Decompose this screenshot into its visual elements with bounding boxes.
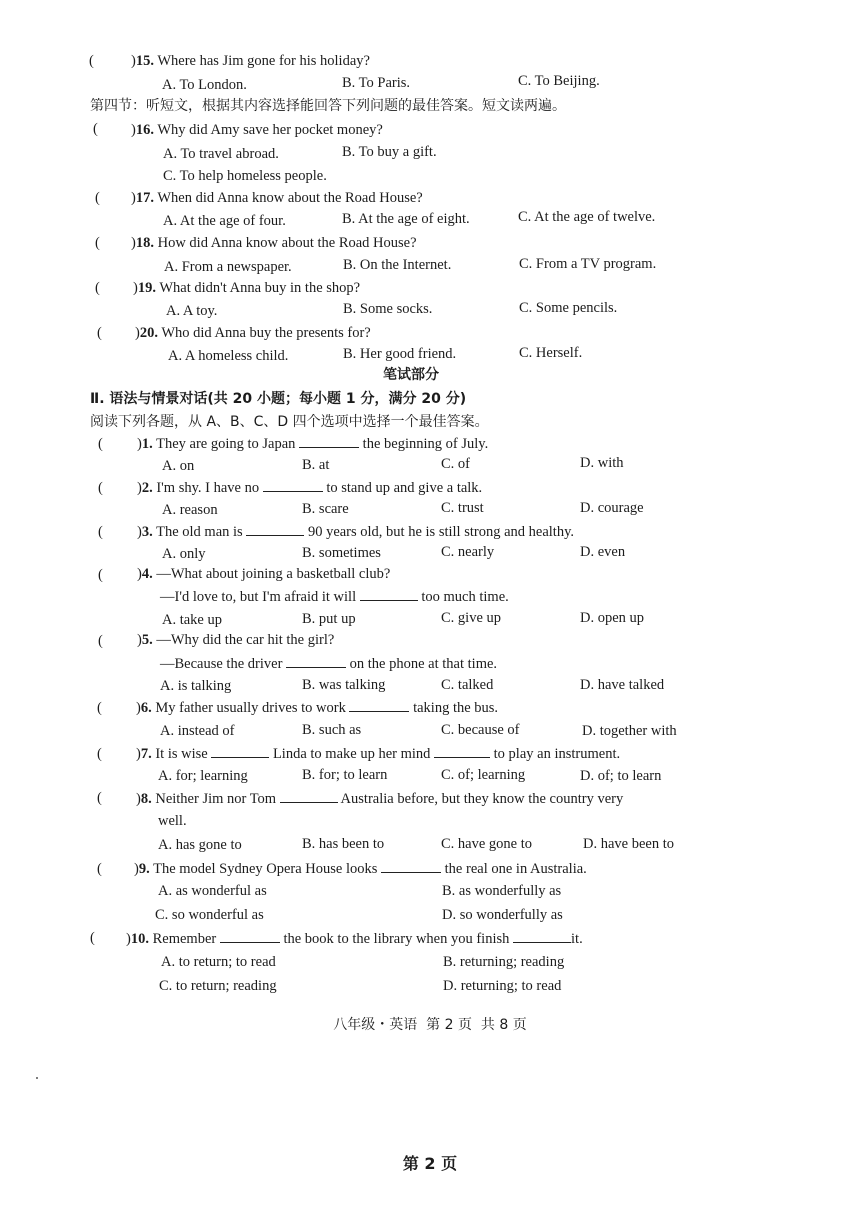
paren-close: )	[137, 480, 142, 496]
option-d: D. even	[580, 544, 626, 560]
stem-post: it.	[571, 931, 583, 947]
option-a: A. From a newspaper.	[164, 259, 292, 275]
written-part-title: 笔试部分	[383, 367, 439, 383]
option-d: D. have been to	[583, 836, 674, 852]
question-number: 19.	[137, 280, 156, 296]
stem-post: Australia before, but they know the country very	[340, 791, 624, 807]
question-stem	[135, 324, 371, 342]
answer-blank	[246, 522, 304, 536]
option-d: D. returning; to read	[443, 978, 562, 994]
option-c: C. nearly	[441, 544, 495, 560]
option-c: C. Herself.	[519, 345, 583, 361]
stem-text: Who did Anna buy the presents for?	[161, 325, 371, 341]
stem-pre: It is wise	[155, 746, 208, 762]
question-stem	[131, 52, 370, 70]
stem-post: to stand up and give a talk.	[326, 480, 483, 496]
stem-pre: Remember	[152, 931, 217, 947]
stem-post: taking the bus.	[413, 700, 499, 716]
answer-paren-open[interactable]: (	[98, 633, 103, 649]
option-a: A. only	[162, 546, 206, 562]
stem-pre: My father usually drives to work	[155, 700, 346, 716]
option-a: A. To London.	[162, 77, 247, 93]
answer-blank-2	[434, 744, 490, 758]
question-number: 5.	[141, 632, 153, 648]
stem-post: to play an instrument.	[493, 746, 621, 762]
paren-close: )	[136, 746, 141, 762]
question-number: 9.	[138, 861, 150, 877]
option-b: B. as wonderfully as	[442, 883, 562, 899]
paren-close: )	[137, 566, 142, 582]
option-a: A. instead of	[160, 723, 235, 739]
question-stem	[131, 234, 417, 252]
stem-post: 90 years old, but he is still strong and healthy.	[307, 524, 574, 540]
question-stem	[136, 744, 620, 763]
answer-blank	[286, 654, 346, 668]
stem-post: on the phone at that time.	[349, 656, 498, 672]
question-stem	[133, 279, 360, 297]
option-b: B. To buy a gift.	[342, 144, 437, 160]
paren-close: )	[133, 280, 138, 296]
stem-text: —Why did the car hit the girl?	[156, 632, 335, 648]
option-a: A. to return; to read	[161, 954, 276, 970]
answer-blank	[299, 434, 359, 448]
question-stem	[137, 631, 334, 649]
answer-paren-open[interactable]: (	[98, 524, 103, 540]
answer-paren-open[interactable]: (	[97, 325, 102, 341]
stem-pre: Neither Jim nor Tom	[155, 791, 277, 807]
option-b: B. Some socks.	[343, 301, 433, 317]
option-c: C. give up	[441, 610, 502, 626]
stem-pre: —Because the driver	[160, 656, 283, 672]
answer-paren-open[interactable]: (	[98, 480, 103, 496]
option-b: B. returning; reading	[443, 954, 565, 970]
question-stem	[136, 698, 498, 717]
option-c: C. because of	[441, 722, 520, 738]
question-number: 6.	[140, 700, 152, 716]
option-a: A. To travel abroad.	[163, 146, 279, 162]
paren-close: )	[134, 861, 139, 877]
question-number: 16.	[135, 122, 154, 138]
answer-paren-open[interactable]: (	[95, 280, 100, 296]
option-a: A. take up	[162, 612, 222, 628]
question-number: 1.	[141, 436, 153, 452]
question-stem-line2	[160, 654, 497, 673]
option-b: B. such as	[302, 722, 362, 738]
option-d: D. so wonderfully as	[442, 907, 563, 923]
option-d: D. open up	[580, 610, 645, 626]
question-stem	[137, 522, 574, 541]
option-c: C. From a TV program.	[519, 256, 657, 272]
paren-close: )	[136, 700, 141, 716]
option-b: B. Her good friend.	[343, 346, 457, 362]
answer-blank-1	[211, 744, 269, 758]
option-b: B. was talking	[302, 677, 386, 693]
stem-post: the beginning of July.	[362, 436, 489, 452]
question-stem	[131, 121, 383, 139]
answer-paren-open[interactable]: (	[90, 930, 95, 946]
option-a: A. has gone to	[158, 837, 242, 853]
option-c: C. At the age of twelve.	[518, 209, 656, 225]
option-b: B. for; to learn	[302, 767, 388, 783]
option-a: A. A homeless child.	[168, 348, 289, 364]
option-b: B. put up	[302, 611, 356, 627]
paren-close: )	[126, 931, 131, 947]
stem-pre: The old man is	[156, 524, 243, 540]
answer-paren-open[interactable]: (	[98, 436, 103, 452]
answer-paren-open[interactable]: (	[95, 235, 100, 251]
option-c: C. Some pencils.	[519, 300, 618, 316]
option-a: A. as wonderful as	[158, 883, 267, 899]
option-d: D. with	[580, 455, 624, 471]
option-a: A. for; learning	[158, 768, 248, 784]
stem-pre: They are going to Japan	[156, 436, 296, 452]
answer-blank	[381, 859, 441, 873]
answer-blank	[263, 478, 323, 492]
answer-paren-open[interactable]: (	[97, 746, 102, 762]
answer-paren-open[interactable]: (	[89, 53, 94, 69]
option-b: B. has been to	[302, 836, 385, 852]
paren-close: )	[137, 436, 142, 452]
option-b: B. To Paris.	[342, 75, 411, 91]
question-stem-cont: well.	[158, 813, 187, 829]
question-stem	[137, 478, 482, 497]
question-stem	[136, 789, 623, 808]
page-footer-outer: 第 2 页	[402, 1154, 458, 1173]
answer-blank	[360, 587, 418, 601]
option-c: C. to return; reading	[159, 978, 277, 994]
option-c: C. have gone to	[441, 836, 533, 852]
section2-instruction: 阅读下列各题，从 A、B、C、D 四个选项中选择一个最佳答案。	[90, 414, 489, 430]
option-d: D. together with	[582, 723, 677, 739]
stem-pre: —I'd love to, but I'm afraid it will	[160, 589, 357, 605]
question-number: 3.	[141, 524, 153, 540]
question-number: 8.	[140, 791, 152, 807]
stem-text: —What about joining a basketball club?	[156, 566, 391, 582]
question-stem	[126, 929, 583, 948]
option-c: C. trust	[441, 500, 484, 516]
stem-mid: the book to the library when you finish	[283, 931, 510, 947]
paren-close: )	[136, 791, 141, 807]
scan-speck	[36, 1077, 38, 1079]
answer-paren-open[interactable]: (	[97, 700, 102, 716]
option-d: D. have talked	[580, 677, 665, 693]
answer-paren-open[interactable]: (	[93, 121, 98, 137]
question-number: 4.	[141, 566, 153, 582]
paren-close: )	[135, 325, 140, 341]
option-a: A. At the age of four.	[163, 213, 286, 229]
question-number: 10.	[130, 931, 149, 947]
stem-text: When did Anna know about the Road House?	[157, 190, 423, 206]
question-stem-line2	[160, 587, 509, 606]
stem-text: Why did Amy save her pocket money?	[157, 122, 383, 138]
option-b: B. At the age of eight.	[342, 211, 470, 227]
question-number: 18.	[135, 235, 154, 251]
option-c: C. of; learning	[441, 767, 526, 783]
section2-heading: Ⅱ. 语法与情景对话(共 20 小题；每小题 1 分，满分 20 分)	[90, 391, 467, 407]
question-number: 2.	[141, 480, 153, 496]
page-footer-inner: 八年级・英语 第 2 页 共 8 页	[333, 1017, 527, 1033]
section4-instruction: 第四节：听短文，根据其内容选择能回答下列问题的最佳答案。短文读两遍。	[90, 98, 566, 114]
stem-text: Where has Jim gone for his holiday?	[157, 53, 370, 69]
stem-post: the real one in Australia.	[444, 861, 587, 877]
question-number: 20.	[139, 325, 158, 341]
option-c: C. To help homeless people.	[163, 168, 327, 184]
stem-pre: I'm shy. I have no	[156, 480, 260, 496]
answer-paren-open[interactable]: (	[98, 567, 103, 583]
paren-close: )	[137, 632, 142, 648]
option-a: A. reason	[162, 502, 218, 518]
answer-paren-open[interactable]: (	[97, 790, 102, 806]
stem-mid: Linda to make up her mind	[272, 746, 431, 762]
question-stem	[137, 565, 390, 583]
answer-blank	[280, 789, 338, 803]
paren-close: )	[131, 53, 136, 69]
option-c: C. To Beijing.	[518, 73, 600, 89]
option-b: B. at	[302, 457, 330, 473]
option-d: D. courage	[580, 500, 644, 516]
answer-blank-2	[513, 929, 571, 943]
answer-blank	[349, 698, 409, 712]
paren-close: )	[137, 524, 142, 540]
paren-close: )	[131, 235, 136, 251]
option-c: C. talked	[441, 677, 494, 693]
option-a: A. on	[162, 458, 195, 474]
stem-text: What didn't Anna buy in the shop?	[159, 280, 361, 296]
answer-blank-1	[220, 929, 280, 943]
question-stem	[137, 434, 488, 453]
answer-paren-open[interactable]: (	[97, 861, 102, 877]
question-stem	[134, 859, 587, 878]
stem-pre: The model Sydney Opera House looks	[153, 861, 378, 877]
option-a: A. A toy.	[166, 303, 218, 319]
question-number: 17.	[135, 190, 154, 206]
option-d: D. of; to learn	[580, 768, 662, 784]
option-b: B. On the Internet.	[343, 257, 452, 273]
option-b: B. sometimes	[302, 545, 381, 561]
question-stem	[131, 189, 423, 207]
answer-paren-open[interactable]: (	[95, 190, 100, 206]
option-b: B. scare	[302, 501, 349, 517]
option-c: C. so wonderful as	[155, 907, 264, 923]
option-a: A. is talking	[160, 678, 232, 694]
stem-post: too much time.	[421, 589, 509, 605]
paren-close: )	[131, 190, 136, 206]
stem-text: How did Anna know about the Road House?	[157, 235, 417, 251]
paren-close: )	[131, 122, 136, 138]
question-number: 7.	[140, 746, 152, 762]
question-number: 15.	[135, 53, 154, 69]
option-c: C. of	[441, 456, 470, 472]
